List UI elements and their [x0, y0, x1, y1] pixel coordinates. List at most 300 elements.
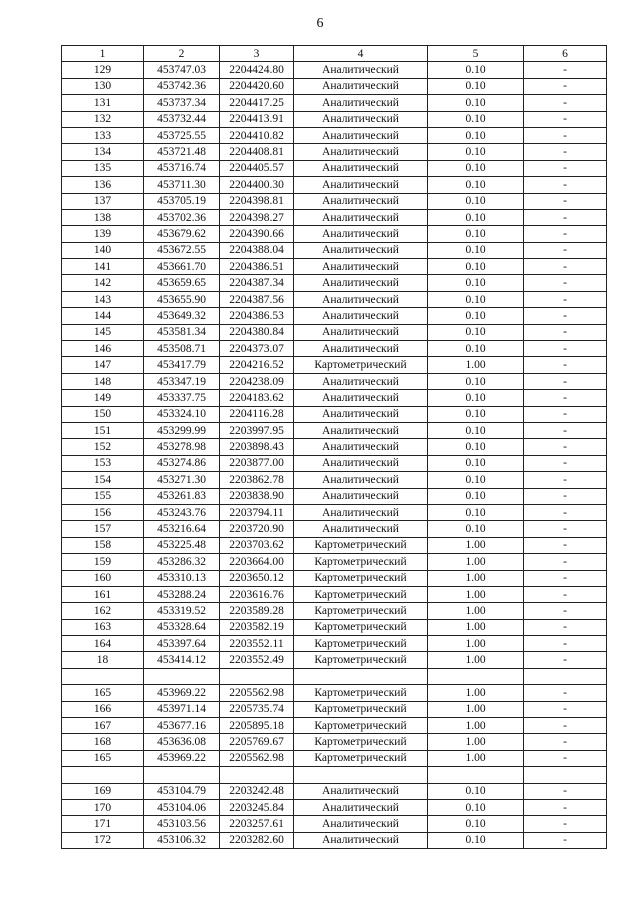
- y-coordinate-cell: 2203552.49: [220, 652, 294, 668]
- table-row: [62, 422, 607, 438]
- accuracy-cell: 0.10: [428, 78, 524, 94]
- point-number-cell: 131: [62, 95, 144, 111]
- y-coordinate-cell: 2204408.81: [220, 144, 294, 160]
- accuracy-cell: 0.10: [428, 799, 524, 815]
- accuracy-cell: 0.10: [428, 111, 524, 127]
- note-cell: -: [524, 422, 607, 438]
- note-cell: -: [524, 799, 607, 815]
- table-row: [62, 242, 607, 258]
- y-coordinate-cell: 2203898.43: [220, 439, 294, 455]
- note-cell: -: [524, 455, 607, 471]
- y-coordinate-cell: 2203257.61: [220, 816, 294, 832]
- table-row: [62, 95, 607, 111]
- table-row: [62, 554, 607, 570]
- point-number-cell: 170: [62, 799, 144, 815]
- table-row: [62, 701, 607, 717]
- table-row: [62, 373, 607, 389]
- table-row: [62, 160, 607, 176]
- method-cell: Картометрический: [294, 586, 428, 602]
- method-cell: Картометрический: [294, 718, 428, 734]
- point-number-cell: 135: [62, 160, 144, 176]
- y-coordinate-cell: 2204390.66: [220, 226, 294, 242]
- accuracy-cell: 1.00: [428, 570, 524, 586]
- accuracy-cell: 0.10: [428, 62, 524, 78]
- y-coordinate-cell: 2203720.90: [220, 521, 294, 537]
- method-cell: Картометрический: [294, 570, 428, 586]
- point-number-cell: 158: [62, 537, 144, 553]
- x-coordinate-cell: 453742.36: [144, 78, 220, 94]
- method-cell: Аналитический: [294, 373, 428, 389]
- note-cell: -: [524, 275, 607, 291]
- x-coordinate-cell: 453672.55: [144, 242, 220, 258]
- method-cell: Аналитический: [294, 226, 428, 242]
- method-cell: Аналитический: [294, 95, 428, 111]
- y-coordinate-cell: [220, 767, 294, 783]
- method-cell: Аналитический: [294, 259, 428, 275]
- point-number-cell: 156: [62, 504, 144, 520]
- accuracy-cell: 0.10: [428, 308, 524, 324]
- method-cell: Аналитический: [294, 127, 428, 143]
- column-header-4: 4: [294, 46, 428, 62]
- table-row: [62, 62, 607, 78]
- note-cell: -: [524, 111, 607, 127]
- point-number-cell: 166: [62, 701, 144, 717]
- x-coordinate-cell: 453319.52: [144, 603, 220, 619]
- note-cell: -: [524, 177, 607, 193]
- method-cell: Аналитический: [294, 242, 428, 258]
- y-coordinate-cell: 2203794.11: [220, 504, 294, 520]
- table-row: [62, 226, 607, 242]
- note-cell: -: [524, 209, 607, 225]
- x-coordinate-cell: 453661.70: [144, 259, 220, 275]
- note-cell: -: [524, 783, 607, 799]
- y-coordinate-cell: 2204405.57: [220, 160, 294, 176]
- y-coordinate-cell: 2205895.18: [220, 718, 294, 734]
- y-coordinate-cell: 2204386.53: [220, 308, 294, 324]
- point-number-cell: 140: [62, 242, 144, 258]
- x-coordinate-cell: 453636.08: [144, 734, 220, 750]
- point-number-cell: 153: [62, 455, 144, 471]
- y-coordinate-cell: 2203838.90: [220, 488, 294, 504]
- note-cell: -: [524, 357, 607, 373]
- note-cell: -: [524, 685, 607, 701]
- column-header-6: 6: [524, 46, 607, 62]
- x-coordinate-cell: 453732.44: [144, 111, 220, 127]
- note-cell: -: [524, 160, 607, 176]
- y-coordinate-cell: 2204216.52: [220, 357, 294, 373]
- x-coordinate-cell: 453104.79: [144, 783, 220, 799]
- note-cell: -: [524, 259, 607, 275]
- x-coordinate-cell: 453103.56: [144, 816, 220, 832]
- x-coordinate-cell: 453747.03: [144, 62, 220, 78]
- note-cell: -: [524, 291, 607, 307]
- note-cell: -: [524, 341, 607, 357]
- method-cell: Картометрический: [294, 734, 428, 750]
- point-number-cell: 171: [62, 816, 144, 832]
- table-row: [62, 406, 607, 422]
- x-coordinate-cell: 453711.30: [144, 177, 220, 193]
- table-row: [62, 193, 607, 209]
- table-header-row: [62, 46, 607, 62]
- point-number-cell: 129: [62, 62, 144, 78]
- note-cell: -: [524, 127, 607, 143]
- note-cell: -: [524, 816, 607, 832]
- point-number-cell: 133: [62, 127, 144, 143]
- point-number-cell: 144: [62, 308, 144, 324]
- note-cell: -: [524, 701, 607, 717]
- x-coordinate-cell: 453216.64: [144, 521, 220, 537]
- note-cell: -: [524, 95, 607, 111]
- point-number-cell: 167: [62, 718, 144, 734]
- table-row: [62, 816, 607, 832]
- y-coordinate-cell: 2203589.28: [220, 603, 294, 619]
- y-coordinate-cell: 2204398.27: [220, 209, 294, 225]
- accuracy-cell: 0.10: [428, 422, 524, 438]
- table-row: [62, 472, 607, 488]
- accuracy-cell: 0.10: [428, 226, 524, 242]
- table-row: [62, 291, 607, 307]
- note-cell: -: [524, 308, 607, 324]
- table-row: [62, 390, 607, 406]
- accuracy-cell: 0.10: [428, 193, 524, 209]
- point-number-cell: 164: [62, 636, 144, 652]
- y-coordinate-cell: [220, 668, 294, 684]
- y-coordinate-cell: 2204116.28: [220, 406, 294, 422]
- x-coordinate-cell: 453659.65: [144, 275, 220, 291]
- method-cell: Аналитический: [294, 832, 428, 848]
- x-coordinate-cell: 453274.86: [144, 455, 220, 471]
- method-cell: Аналитический: [294, 78, 428, 94]
- method-cell: Картометрический: [294, 636, 428, 652]
- x-coordinate-cell: 453310.13: [144, 570, 220, 586]
- x-coordinate-cell: [144, 668, 220, 684]
- method-cell: Аналитический: [294, 799, 428, 815]
- x-coordinate-cell: 453397.64: [144, 636, 220, 652]
- note-cell: -: [524, 439, 607, 455]
- accuracy-cell: 0.10: [428, 275, 524, 291]
- page-number: 6: [316, 16, 324, 31]
- method-cell: Аналитический: [294, 521, 428, 537]
- method-cell: Картометрический: [294, 619, 428, 635]
- point-number-cell: 147: [62, 357, 144, 373]
- point-number-cell: [62, 767, 144, 783]
- x-coordinate-cell: 453679.62: [144, 226, 220, 242]
- note-cell: -: [524, 144, 607, 160]
- table-row: [62, 357, 607, 373]
- x-coordinate-cell: 453347.19: [144, 373, 220, 389]
- y-coordinate-cell: 2204386.51: [220, 259, 294, 275]
- point-number-cell: 142: [62, 275, 144, 291]
- point-number-cell: 18: [62, 652, 144, 668]
- accuracy-cell: 0.10: [428, 177, 524, 193]
- note-cell: -: [524, 521, 607, 537]
- table-row: [62, 718, 607, 734]
- point-number-cell: 130: [62, 78, 144, 94]
- note-cell: -: [524, 570, 607, 586]
- coordinates-table: [61, 45, 607, 849]
- x-coordinate-cell: 453324.10: [144, 406, 220, 422]
- table-row: [62, 521, 607, 537]
- y-coordinate-cell: 2203664.00: [220, 554, 294, 570]
- note-cell: -: [524, 62, 607, 78]
- method-cell: Аналитический: [294, 160, 428, 176]
- point-number-cell: 143: [62, 291, 144, 307]
- note-cell: -: [524, 603, 607, 619]
- accuracy-cell: 0.10: [428, 160, 524, 176]
- y-coordinate-cell: 2205735.74: [220, 701, 294, 717]
- x-coordinate-cell: 453702.36: [144, 209, 220, 225]
- point-number-cell: 172: [62, 832, 144, 848]
- x-coordinate-cell: 453106.32: [144, 832, 220, 848]
- method-cell: Картометрический: [294, 537, 428, 553]
- accuracy-cell: 0.10: [428, 209, 524, 225]
- accuracy-cell: 1.00: [428, 537, 524, 553]
- table-row: [62, 144, 607, 160]
- table-row: [62, 455, 607, 471]
- table-body: [62, 62, 607, 849]
- accuracy-cell: 0.10: [428, 439, 524, 455]
- note-cell: -: [524, 390, 607, 406]
- method-cell: Аналитический: [294, 308, 428, 324]
- method-cell: Аналитический: [294, 406, 428, 422]
- point-number-cell: 149: [62, 390, 144, 406]
- point-number-cell: 146: [62, 341, 144, 357]
- table-row: [62, 78, 607, 94]
- table-row: [62, 275, 607, 291]
- x-coordinate-cell: 453299.99: [144, 422, 220, 438]
- table-row: [62, 488, 607, 504]
- x-coordinate-cell: 453725.55: [144, 127, 220, 143]
- column-header-3: 3: [220, 46, 294, 62]
- table-row: [62, 111, 607, 127]
- method-cell: Аналитический: [294, 504, 428, 520]
- point-number-cell: 132: [62, 111, 144, 127]
- table-row: [62, 308, 607, 324]
- note-cell: -: [524, 636, 607, 652]
- column-header-2: 2: [144, 46, 220, 62]
- note-cell: -: [524, 242, 607, 258]
- accuracy-cell: 0.10: [428, 455, 524, 471]
- x-coordinate-cell: 453337.75: [144, 390, 220, 406]
- point-number-cell: 152: [62, 439, 144, 455]
- y-coordinate-cell: 2204388.04: [220, 242, 294, 258]
- point-number-cell: 160: [62, 570, 144, 586]
- point-number-cell: 136: [62, 177, 144, 193]
- x-coordinate-cell: 453969.22: [144, 750, 220, 766]
- note-cell: -: [524, 718, 607, 734]
- method-cell: Аналитический: [294, 177, 428, 193]
- table-row: [62, 734, 607, 750]
- x-coordinate-cell: 453655.90: [144, 291, 220, 307]
- note-cell: -: [524, 832, 607, 848]
- accuracy-cell: 0.10: [428, 406, 524, 422]
- method-cell: Картометрический: [294, 750, 428, 766]
- point-number-cell: 134: [62, 144, 144, 160]
- accuracy-cell: 1.00: [428, 750, 524, 766]
- point-number-cell: 161: [62, 586, 144, 602]
- point-number-cell: 165: [62, 685, 144, 701]
- accuracy-cell: 1.00: [428, 734, 524, 750]
- point-number-cell: 150: [62, 406, 144, 422]
- column-header-1: 1: [62, 46, 144, 62]
- accuracy-cell: 1.00: [428, 701, 524, 717]
- method-cell: Аналитический: [294, 209, 428, 225]
- method-cell: Аналитический: [294, 341, 428, 357]
- point-number-cell: 138: [62, 209, 144, 225]
- table-row: [62, 603, 607, 619]
- point-number-cell: 139: [62, 226, 144, 242]
- table-row: [62, 259, 607, 275]
- x-coordinate-cell: 453328.64: [144, 619, 220, 635]
- point-number-cell: [62, 668, 144, 684]
- x-coordinate-cell: 453716.74: [144, 160, 220, 176]
- accuracy-cell: 0.10: [428, 324, 524, 340]
- y-coordinate-cell: 2203650.12: [220, 570, 294, 586]
- table-row: [62, 177, 607, 193]
- table-row: [62, 324, 607, 340]
- y-coordinate-cell: 2204373.07: [220, 341, 294, 357]
- accuracy-cell: 0.10: [428, 341, 524, 357]
- y-coordinate-cell: 2204387.56: [220, 291, 294, 307]
- point-number-cell: 151: [62, 422, 144, 438]
- accuracy-cell: [428, 767, 524, 783]
- note-cell: [524, 767, 607, 783]
- x-coordinate-cell: 453721.48: [144, 144, 220, 160]
- y-coordinate-cell: 2204387.34: [220, 275, 294, 291]
- note-cell: [524, 668, 607, 684]
- method-cell: Аналитический: [294, 291, 428, 307]
- accuracy-cell: 0.10: [428, 488, 524, 504]
- note-cell: -: [524, 750, 607, 766]
- note-cell: -: [524, 504, 607, 520]
- x-coordinate-cell: 453225.48: [144, 537, 220, 553]
- point-number-cell: 148: [62, 373, 144, 389]
- accuracy-cell: 0.10: [428, 783, 524, 799]
- accuracy-cell: 1.00: [428, 554, 524, 570]
- point-number-cell: 154: [62, 472, 144, 488]
- note-cell: -: [524, 324, 607, 340]
- y-coordinate-cell: 2204413.91: [220, 111, 294, 127]
- y-coordinate-cell: 2203703.62: [220, 537, 294, 553]
- x-coordinate-cell: 453508.71: [144, 341, 220, 357]
- table-row: [62, 832, 607, 848]
- point-number-cell: 141: [62, 259, 144, 275]
- method-cell: Аналитический: [294, 488, 428, 504]
- x-coordinate-cell: 453288.24: [144, 586, 220, 602]
- x-coordinate-cell: 453278.98: [144, 439, 220, 455]
- point-number-cell: 169: [62, 783, 144, 799]
- accuracy-cell: [428, 668, 524, 684]
- accuracy-cell: 0.10: [428, 373, 524, 389]
- point-number-cell: 163: [62, 619, 144, 635]
- table-row: [62, 127, 607, 143]
- method-cell: Аналитический: [294, 111, 428, 127]
- table-row: [62, 652, 607, 668]
- table-row: [62, 783, 607, 799]
- note-cell: -: [524, 472, 607, 488]
- accuracy-cell: 1.00: [428, 357, 524, 373]
- point-number-cell: 165: [62, 750, 144, 766]
- x-coordinate-cell: 453414.12: [144, 652, 220, 668]
- method-cell: Аналитический: [294, 472, 428, 488]
- table-row: [62, 570, 607, 586]
- x-coordinate-cell: 453677.16: [144, 718, 220, 734]
- column-header-5: 5: [428, 46, 524, 62]
- y-coordinate-cell: 2204238.09: [220, 373, 294, 389]
- note-cell: -: [524, 78, 607, 94]
- point-number-cell: 145: [62, 324, 144, 340]
- y-coordinate-cell: 2203997.95: [220, 422, 294, 438]
- method-cell: Картометрический: [294, 652, 428, 668]
- accuracy-cell: 0.10: [428, 291, 524, 307]
- table-row: [62, 767, 607, 783]
- accuracy-cell: 0.10: [428, 504, 524, 520]
- accuracy-cell: 0.10: [428, 832, 524, 848]
- note-cell: -: [524, 554, 607, 570]
- point-number-cell: 168: [62, 734, 144, 750]
- y-coordinate-cell: 2203877.00: [220, 455, 294, 471]
- point-number-cell: 159: [62, 554, 144, 570]
- method-cell: [294, 767, 428, 783]
- accuracy-cell: 1.00: [428, 685, 524, 701]
- accuracy-cell: 1.00: [428, 603, 524, 619]
- table-row: [62, 799, 607, 815]
- method-cell: Аналитический: [294, 193, 428, 209]
- method-cell: Аналитический: [294, 816, 428, 832]
- accuracy-cell: 0.10: [428, 521, 524, 537]
- table-row: [62, 537, 607, 553]
- y-coordinate-cell: 2203582.19: [220, 619, 294, 635]
- method-cell: [294, 668, 428, 684]
- table-row: [62, 586, 607, 602]
- method-cell: Картометрический: [294, 685, 428, 701]
- accuracy-cell: 1.00: [428, 652, 524, 668]
- method-cell: Аналитический: [294, 422, 428, 438]
- x-coordinate-cell: 453581.34: [144, 324, 220, 340]
- x-coordinate-cell: 453971.14: [144, 701, 220, 717]
- point-number-cell: 155: [62, 488, 144, 504]
- accuracy-cell: 0.10: [428, 390, 524, 406]
- y-coordinate-cell: 2203282.60: [220, 832, 294, 848]
- accuracy-cell: 1.00: [428, 586, 524, 602]
- point-number-cell: 137: [62, 193, 144, 209]
- y-coordinate-cell: 2204183.62: [220, 390, 294, 406]
- method-cell: Картометрический: [294, 603, 428, 619]
- point-number-cell: 162: [62, 603, 144, 619]
- y-coordinate-cell: 2205562.98: [220, 750, 294, 766]
- table-row: [62, 341, 607, 357]
- x-coordinate-cell: 453737.34: [144, 95, 220, 111]
- note-cell: -: [524, 488, 607, 504]
- y-coordinate-cell: 2203616.76: [220, 586, 294, 602]
- note-cell: -: [524, 537, 607, 553]
- accuracy-cell: 1.00: [428, 718, 524, 734]
- accuracy-cell: 0.10: [428, 127, 524, 143]
- table-row: [62, 439, 607, 455]
- table-row: [62, 504, 607, 520]
- table-row: [62, 685, 607, 701]
- table-row: [62, 209, 607, 225]
- y-coordinate-cell: 2203242.48: [220, 783, 294, 799]
- accuracy-cell: 0.10: [428, 259, 524, 275]
- y-coordinate-cell: 2204400.30: [220, 177, 294, 193]
- method-cell: Аналитический: [294, 439, 428, 455]
- x-coordinate-cell: 453104.06: [144, 799, 220, 815]
- method-cell: Аналитический: [294, 324, 428, 340]
- y-coordinate-cell: 2204424.80: [220, 62, 294, 78]
- y-coordinate-cell: 2204380.84: [220, 324, 294, 340]
- method-cell: Аналитический: [294, 62, 428, 78]
